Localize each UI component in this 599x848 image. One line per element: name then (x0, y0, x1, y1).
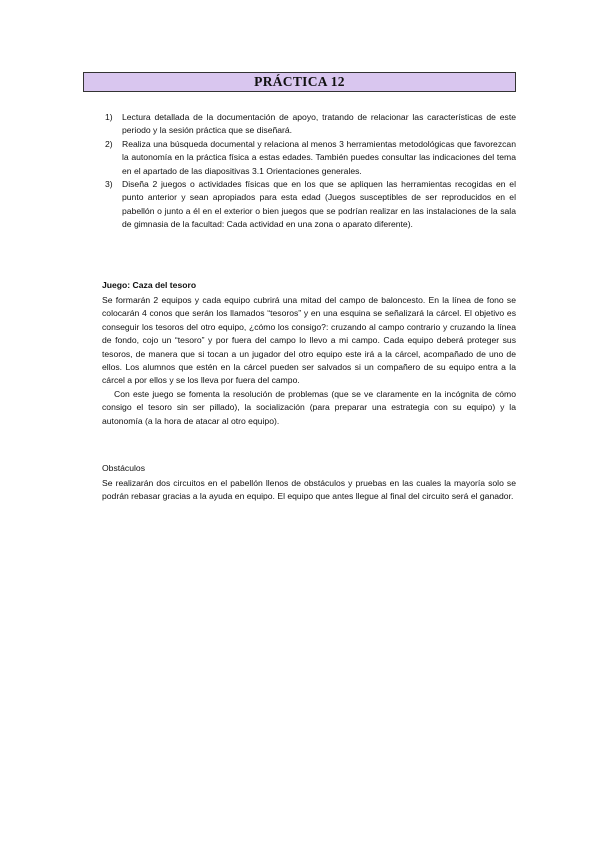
task-list (100, 111, 516, 232)
list-item (100, 138, 516, 178)
page-title: PRÁCTICA 12 (254, 74, 345, 89)
obstacles-paragraph: Se realizarán dos circuitos en el pabellón llenos de obstáculos y pruebas en las cuales la mayoría solo se podrán rebasar gracias a la ayuda en equipo. El equipo que antes llegue al final del circuito será el ganador. (102, 478, 516, 502)
list-item-text: Lectura detallada de la documentación de apoyo, tratando de relacionar las características de este periodo y la sesión práctica que se diseñará. (122, 112, 516, 136)
obstacles-description (102, 477, 516, 504)
list-item-number: 3) (105, 179, 113, 190)
title-banner (83, 72, 516, 92)
list-item (100, 111, 516, 138)
list-item (100, 178, 516, 232)
list-item-number: 2) (105, 138, 113, 149)
list-item-text: Realiza una búsqueda documental y relaciona al menos 3 herramientas metodológicas que favorezcan la autonomía en la práctica física a estas edades. También puedes consultar las indicaciones del tema en el apartado de las diapositivas 3.1 Orientaciones generales. (122, 138, 516, 176)
game-description (102, 294, 516, 428)
game-heading: Juego: Caza del tesoro (102, 280, 197, 290)
list-item-text: Diseña 2 juegos o actividades físicas que en los que se apliquen las herramientas recogidas en el punto anterior y sean apropiados para esta edad (Juegos susceptibles de ser reproducidos en el pabellón o junto a él en el exterior o bien juegos que se podrían realizar en las instalaciones de la sala de gimnasia de la facultad: Cada actividad en una zona o aparato diferente). (122, 179, 516, 230)
game-paragraph-benefits: Con este juego se fomenta la resolución de problemas (que se ve claramente en la incógnita de cómo consigo el tesoro sin ser pillado), la socialización (para preparar una estrategia con su equipo) y la autonomía (a la hora de atacar al otro equipo). (102, 388, 516, 426)
list-item-number: 1) (105, 112, 113, 122)
obstacles-heading: Obstáculos (102, 463, 145, 473)
game-paragraph-rules: Se formarán 2 equipos y cada equipo cubrirá una mitad del campo de baloncesto. En la línea de fono se colocarán 4 conos que serán los llamados “tesoros” y en una esquina se señalizará la cárcel. El objetivo es conseguir los tesoros del otro equipo, ¿cómo los consigo?: cruzando al campo contrario y cruzando la línea de fondo, cojo un “tesoro” y por fuera del campo lo llevo a mi campo. Cada equipo deberá proteger sus tesoros, de manera que si tocan a un jugador del otro equipo este irá a la cárcel, acompañado de uno de ellos. Los alumnos que estén en la cárcel pueden ser salvados si un compañero de su equipo entra a la cárcel a por ellos y se los lleva por fuera del campo. (102, 295, 516, 386)
